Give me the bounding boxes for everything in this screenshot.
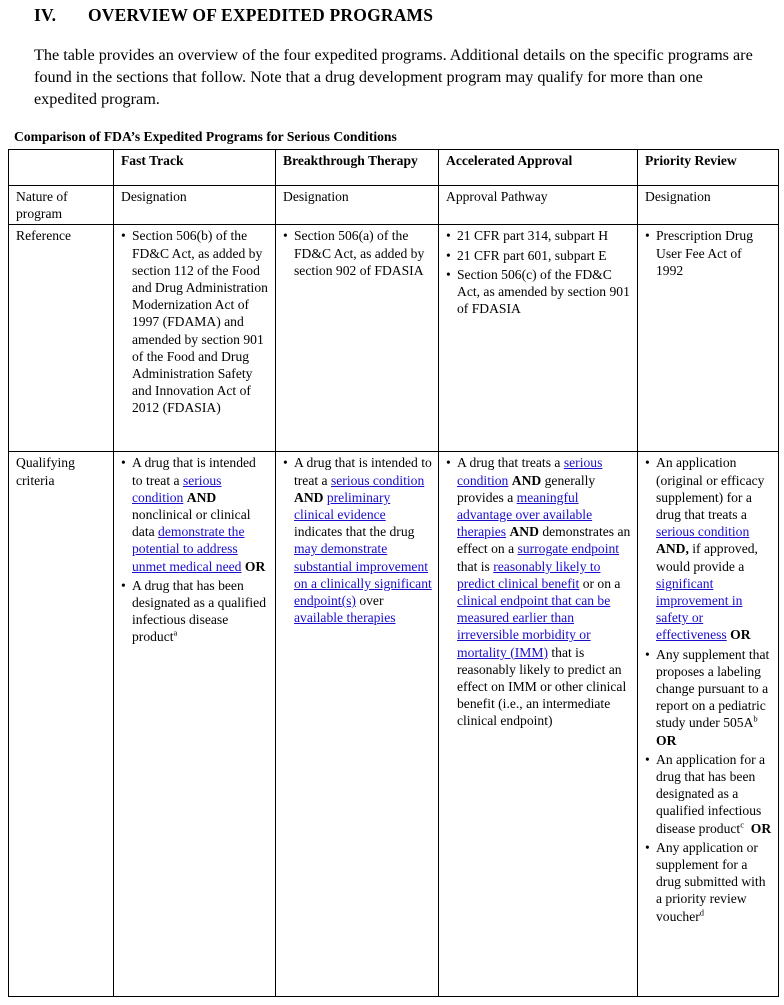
section-number: IV. [34,5,57,25]
substantial-improvement-link[interactable]: may demonstrate substantial improvement on a clinically significant endpoint(s) [294,541,432,609]
list-item: • A drug that is intended to treat a serious condition AND nonclinical or clinical data demonstrate the potential to address unmet medical need OR [121,454,269,574]
intermediate-endpoint-link[interactable]: clinical endpoint that can be measured earlier than irreversible morbidity or mortality (IMM) [457,593,611,660]
nature-breakthrough: Designation [276,186,439,225]
column-header-breakthrough-therapy: Breakthrough Therapy [276,150,439,186]
list-item: • Any application or supplement for a drug submitted with a priority review voucher$^d$ [645,839,772,925]
list-item: • Prescription Drug User Fee Act of 1992 [645,227,772,279]
reference-accelerated [439,225,638,452]
reference-priority [638,225,779,452]
section-heading [34,5,433,26]
intro-paragraph: The table provides an overview of the four expedited programs. Additional details on the specific programs are found in the sections that follow. Note that a drug development program may qualify for more than one expedited program. [34,46,753,108]
row-label-reference: Reference [9,225,114,452]
criteria-accelerated [439,452,638,997]
list-item: • Section 506(a) of the FD&C Act, as added by section 902 of FDASIA [283,227,432,279]
criteria-fast-track [114,452,276,997]
list-item: • 21 CFR part 314, subpart H [446,227,631,244]
list-item: • An application (original or efficacy supplement) for a drug that treats a serious condition AND, if approved, would provide a significant improvement in safety or effectiveness OR [645,454,772,643]
unmet-medical-need-link[interactable]: demonstrate the potential to address unmet medical need [132,524,245,574]
row-label-nature: Nature of program [9,186,114,225]
criteria-breakthrough [276,452,439,997]
list-item: • A drug that is intended to treat a serious condition AND preliminary clinical evidence indicates that the drug may demonstrate substantial improvement on a clinically significant endpoint(s) over available therapies [283,454,432,626]
row-label-criteria: Qualifying criteria [9,452,114,997]
reasonably-likely-link[interactable]: reasonably likely to predict clinical benefit [457,558,601,591]
column-header-accelerated-approval: Accelerated Approval [439,150,638,186]
table-row-criteria [9,452,779,997]
list-item: • A drug that treats a serious condition AND generally provides a meaningful advantage over available therapies AND demonstrates an effect on a surrogate endpoint that is reasonably likely to predict clinical benefit or on a clinical endpoint that can be measured earlier than irreversible morbidity or mortality (IMM) that is reasonably likely to predict an effect on IMM or other clinical benefit (i.e., an intermediate clinical endpoint) [446,454,631,729]
serious-condition-link[interactable]: serious condition [656,524,750,540]
serious-condition-link[interactable]: serious condition [457,455,603,488]
reference-fast-track [114,225,276,452]
list-item: • An application for a drug that has been designated as a qualified infectious disease product$^c$ OR [645,751,772,837]
comparison-table [8,149,779,997]
list-item: • Any supplement that proposes a labeling change pursuant to a report on a pediatric study under $505A^b$ OR [645,646,772,749]
list-item: • A drug that has been designated as a qualified infectious disease product$^a$ [121,577,269,646]
header-empty-cell [9,150,114,186]
meaningful-advantage-link[interactable]: meaningful advantage over available therapies [457,489,593,540]
table-row-reference [9,225,779,452]
serious-condition-link[interactable]: serious condition [330,472,425,488]
serious-condition-link[interactable]: serious condition [132,472,222,505]
available-therapies-link[interactable]: available therapies [294,610,396,626]
preliminary-clinical-evidence-link[interactable]: preliminary clinical evidence [294,489,391,523]
column-header-priority-review: Priority Review [638,150,779,186]
section-title: OVERVIEW OF EXPEDITED PROGRAMS [88,5,434,25]
reference-breakthrough [276,225,439,452]
table-caption: Comparison of FDA’s Expedited Programs for Serious Conditions [14,129,397,144]
list-item: • Section 506(b) of the FD&C Act, as added by section 112 of the Food and Drug Administration Modernization Act of 1997 (FDAMA) and amended by section 901 of the Food and Drug Administration Safety and Innovation Act of 2012 (FDASIA) [121,227,269,416]
surrogate-endpoint-link[interactable]: surrogate endpoint [517,541,620,557]
nature-priority: Designation [638,186,779,225]
column-header-fast-track: Fast Track [114,150,276,186]
list-item: • 21 CFR part 601, subpart E [446,247,631,264]
table-row-nature [9,186,779,225]
table-header-row [9,150,779,186]
nature-accelerated: Approval Pathway [439,186,638,225]
significant-improvement-link[interactable]: significant improvement in safety or effectiveness [656,575,743,643]
criteria-priority [638,452,779,997]
list-item: • Section 506(c) of the FD&C Act, as amended by section 901 of FDASIA [446,266,631,318]
nature-fast-track: Designation [114,186,276,225]
